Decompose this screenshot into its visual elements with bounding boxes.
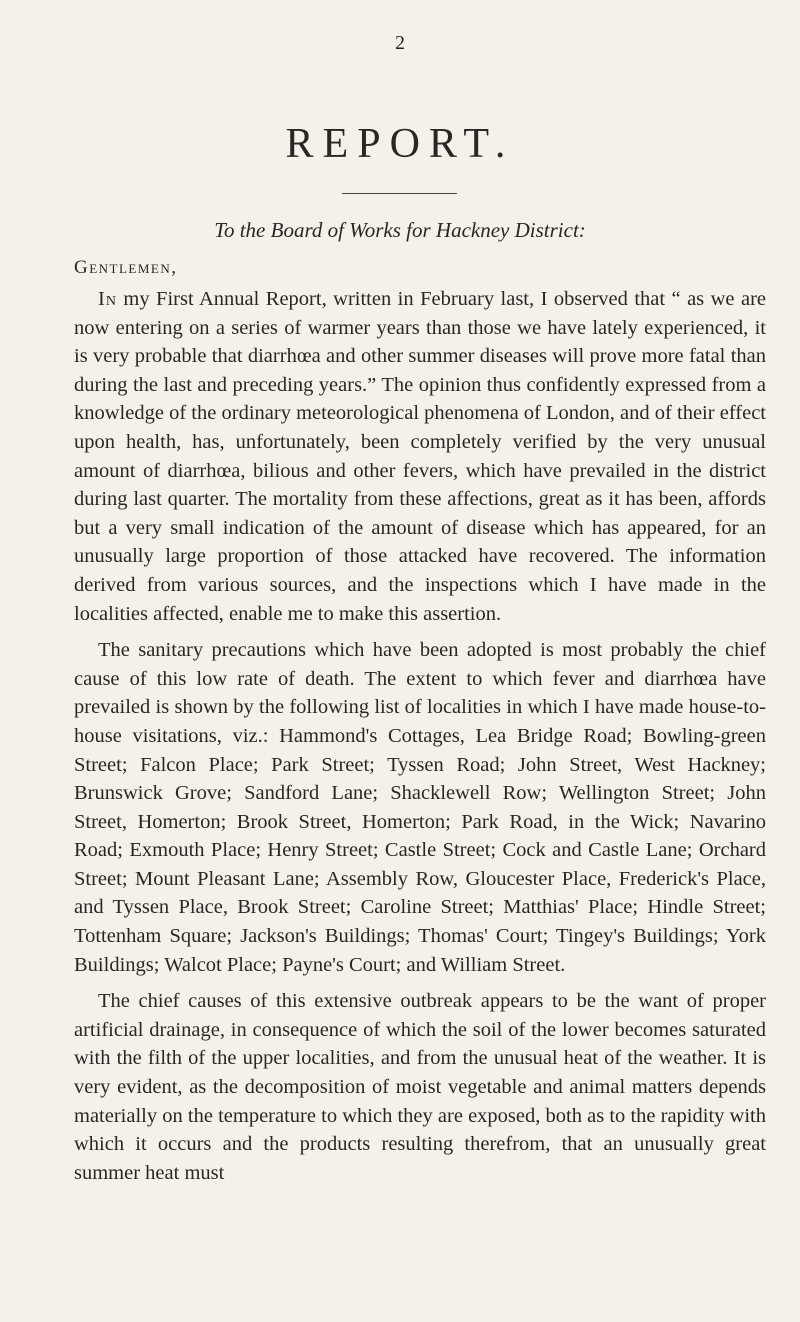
report-title: REPORT. (285, 121, 515, 167)
paragraph-1 (74, 285, 766, 628)
paragraph-3 (74, 987, 766, 1187)
paragraph-text: my First Annual Report, written in February last, I observed that “ as we are now entering on a series of warmer years than those we have lately experienced, it is very probable that diarrhœa and other summer diseases will prove more fatal than during the last and preceding years.” The opinion thus confidently expressed from a knowledge of the ordinary meteorological phenomena of London, and of their effect upon health, has, unfortunately, been completely verified by the very unusual amount of diarrhœa, bilious and other fevers, which have prevailed in the district during last quarter. The mortality from these affections, great as it has been, affords but a very small indication of the amount of disease which has appeared, for an unusually large proportion of those attacked have recovered. The information derived from various sources, and the inspections which I have made in the localities affected, enable me to make this assertion. (74, 288, 766, 625)
paragraph-lead: In (98, 288, 117, 310)
title-divider (342, 193, 457, 194)
report-body (74, 285, 766, 1195)
paragraph-text: The chief causes of this extensive outbreak appears to be the want of proper artificial drainage, in consequence of which the soil of the lower becomes saturated with the filth of the upper localities, and from the unusual heat of the weather. It is very evident, as the decomposition of moist vegetable and animal matters depends materially on the temperature to which they are exposed, both as to the rapidity with which it occurs and the products resulting therefrom, that an unusually great summer heat must (74, 990, 766, 1184)
salutation: Gentlemen, (74, 257, 178, 278)
page-number: 2 (395, 32, 405, 54)
address-line: To the Board of Works for Hackney District: (214, 218, 586, 242)
paragraph-text: The sanitary precautions which have been adopted is most probably the chief cause of this low rate of death. The extent to which fever and diarrhœa have prevailed is shown by the following list of localities in which I have made house-to-house visitations, viz.: Hammond's Cottages, Lea Bridge Road; Bowling-green Street; Falcon Place; Park Street; Tyssen Road; John Street, West Hackney; Brunswick Grove; Sandford Lane; Shacklewell Row; Wellington Street; John Street, Homerton; Brook Street, Homerton; Park Road, in the Wick; Navarino Road; Exmouth Place; Henry Street; Castle Street; Cock and Castle Lane; Orchard Street; Mount Pleasant Lane; Assembly Row, Gloucester Place, Frederick's Place, and Tyssen Place, Brook Street; Caroline Street; Matthias' Place; Hindle Street; Tottenham Square; Jackson's Buildings; Thomas' Court; Tingey's Buildings; York Buildings; Walcot Place; Payne's Court; and William Street. (74, 639, 766, 976)
paragraph-2 (74, 636, 766, 979)
